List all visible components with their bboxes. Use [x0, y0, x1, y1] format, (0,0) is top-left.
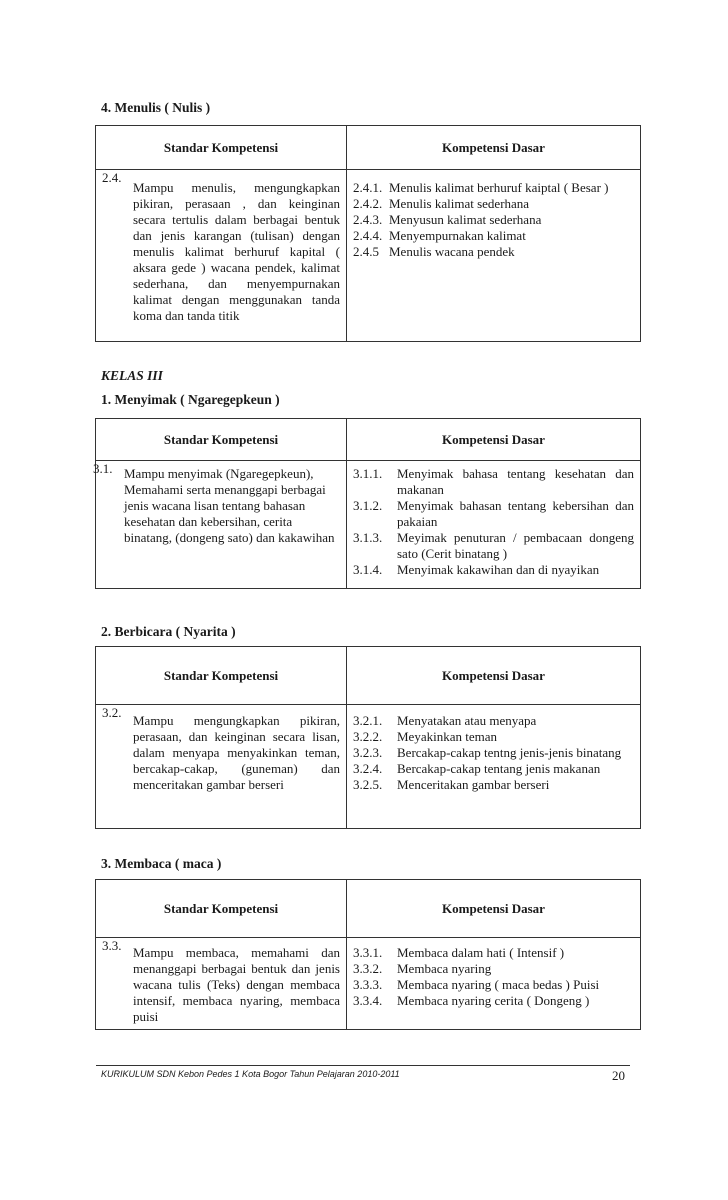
section-heading-menulis: 4. Menulis ( Nulis ) [101, 100, 211, 115]
kelas-label: KELAS III [101, 368, 163, 383]
kd-item [353, 761, 634, 777]
sk-text: Mampu menulis, mengungkapkan pikiran, perasaan , dan keinginan secara tertulis dalam berbagai bentuk dan jenis karangan (tulisan) dengan menulis kalimat berhuruf kapital ( aksara gede ) wacana pendek, kalimat sederhana, dan menyempurnakan kalimat dengan menggunakan tanda koma dan tanda titik [133, 180, 340, 323]
kd-number: 3.1.3. [353, 530, 383, 545]
kd-number: 3.2.3. [353, 745, 383, 760]
kd-text: Meyakinkan teman [397, 729, 497, 744]
kd-text: Menyimak kakawihan dan di nyayikan [397, 562, 600, 577]
kd-text: Membaca nyaring ( maca bedas ) Puisi [397, 977, 600, 992]
kd-item [353, 466, 634, 498]
kd-text: Meyimak penuturan / pembacaan dongeng sato (Cerit binatang ) [397, 530, 634, 561]
header-standar-kompetensi: Standar Kompetensi [96, 419, 347, 461]
header-standar-kompetensi: Standar Kompetensi [96, 647, 347, 705]
kd-item [353, 745, 634, 761]
header-kompetensi-dasar: Kompetensi Dasar [347, 126, 641, 170]
kd-text: Membaca dalam hati ( Intensif ) [397, 945, 565, 960]
kd-number: 3.1.4. [353, 562, 383, 577]
kd-list [347, 938, 640, 1009]
kd-number: 2.4.5 [353, 244, 379, 259]
kd-text: Membaca nyaring cerita ( Dongeng ) [397, 993, 590, 1008]
kd-item [353, 196, 634, 212]
sk-text: Mampu menyimak (Ngaregepkeun), Memahami serta menanggapi berbagai jenis wacana lisan tentang bahasan kesehatan dan kebersihan, cerita binatang, (dongeng sato) dan kakawihan [124, 466, 335, 545]
kd-item [353, 562, 634, 578]
sk-number: 2.4. [102, 170, 122, 185]
kd-item [353, 530, 634, 562]
table-berbicara [95, 646, 641, 829]
kd-number: 3.1.2. [353, 498, 383, 513]
header-standar-kompetensi: Standar Kompetensi [96, 126, 347, 170]
kd-text: Bercakap-cakap tentng jenis-jenis binatang [397, 745, 622, 760]
kd-number: 3.3.1. [353, 945, 383, 960]
kd-number: 3.3.4. [353, 993, 383, 1008]
kd-list [347, 705, 640, 793]
kd-list [347, 461, 640, 578]
footer-text: KURIKULUM SDN Kebon Pedes 1 Kota Bogor Tahun Pelajaran 2010-2011 [101, 1069, 400, 1079]
kd-item [353, 977, 634, 993]
kd-number: 3.2.4. [353, 761, 383, 776]
kd-text: Menceritakan gambar berseri [397, 777, 550, 792]
sk-cell [96, 170, 347, 342]
kd-item [353, 729, 634, 745]
kd-item [353, 945, 634, 961]
section-heading-menyimak: 1. Menyimak ( Ngaregepkeun ) [101, 392, 280, 407]
kd-number: 3.3.2. [353, 961, 383, 976]
kd-cell [347, 938, 641, 1030]
kd-number: 3.2.2. [353, 729, 383, 744]
footer-divider [96, 1065, 630, 1066]
sk-cell [93, 461, 347, 589]
sk-text: Mampu membaca, memahami dan menanggapi berbagai bentuk dan jenis wacana tulis (Teks) dengan membaca intensif, membaca nyaring, membaca puisi [133, 945, 340, 1024]
kd-cell [347, 461, 641, 589]
sk-number: 3.3. [102, 938, 122, 953]
kd-item [353, 244, 634, 260]
kd-text: Menyempurnakan kalimat [389, 228, 526, 243]
kd-number: 3.3.3. [353, 977, 383, 992]
header-standar-kompetensi: Standar Kompetensi [96, 880, 347, 938]
kd-cell [347, 170, 641, 342]
kd-text: Menyimak bahasan tentang kebersihan dan pakaian [397, 498, 634, 529]
kd-text: Membaca nyaring [397, 961, 492, 976]
header-kompetensi-dasar: Kompetensi Dasar [347, 647, 641, 705]
section-heading-berbicara: 2. Berbicara ( Nyarita ) [101, 624, 236, 639]
table-menyimak [95, 418, 641, 589]
kd-cell [347, 705, 641, 829]
kd-text: Menulis kalimat berhuruf kaiptal ( Besar ) [389, 180, 609, 195]
table-menulis [95, 125, 641, 342]
kd-text: Bercakap-cakap tentang jenis makanan [397, 761, 601, 776]
header-kompetensi-dasar: Kompetensi Dasar [347, 419, 641, 461]
kd-item [353, 180, 634, 196]
kd-item [353, 498, 634, 530]
kd-number: 3.2.5. [353, 777, 383, 792]
kd-item [353, 993, 634, 1009]
sk-number: 3.2. [102, 705, 122, 720]
kd-text: Menulis wacana pendek [389, 244, 515, 259]
sk-cell [96, 938, 347, 1030]
kd-text: Menyusun kalimat sederhana [389, 212, 542, 227]
sk-number: 3.1. [93, 461, 113, 476]
kd-number: 2.4.1. [353, 180, 383, 195]
kd-number: 2.4.3. [353, 212, 383, 227]
kd-text: Menyatakan atau menyapa [397, 713, 537, 728]
table-membaca [95, 879, 641, 1030]
kd-item [353, 713, 634, 729]
header-kompetensi-dasar: Kompetensi Dasar [347, 880, 641, 938]
kd-text: Menulis kalimat sederhana [389, 196, 530, 211]
kd-item [353, 777, 634, 793]
kd-item [353, 228, 634, 244]
kd-number: 2.4.2. [353, 196, 383, 211]
sk-text: Mampu mengungkapkan pikiran, perasaan, dan keinginan secara lisan, dalam menyapa menyakinkan teman, bercakap-cakap, (guneman) dan menceritakan gambar berseri [133, 713, 340, 792]
page-number: 20 [612, 1068, 625, 1083]
kd-text: Menyimak bahasa tentang kesehatan dan makanan [397, 466, 634, 497]
kd-list [347, 170, 640, 260]
sk-cell [96, 705, 347, 829]
kd-number: 3.1.1. [353, 466, 383, 481]
kd-item [353, 961, 634, 977]
kd-number: 2.4.4. [353, 228, 383, 243]
section-heading-membaca: 3. Membaca ( maca ) [101, 856, 222, 871]
kd-number: 3.2.1. [353, 713, 383, 728]
kd-item [353, 212, 634, 228]
